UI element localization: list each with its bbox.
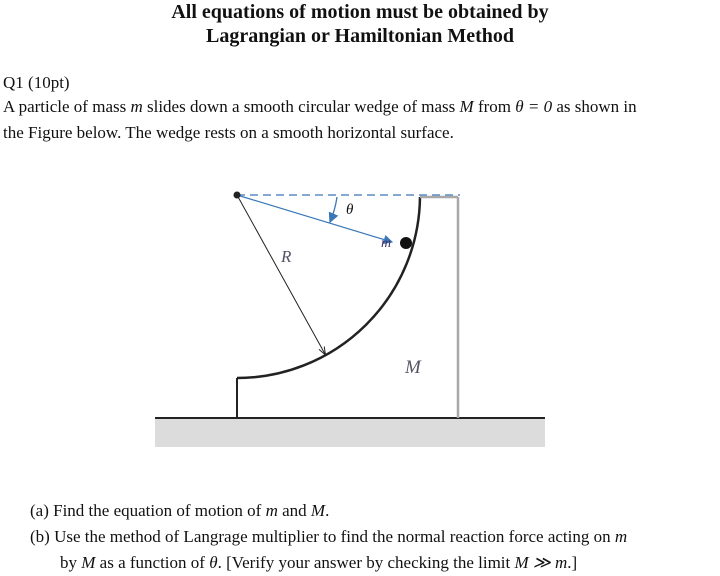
question-label: Q1 (10pt) (3, 73, 70, 92)
svg-text:m: m (381, 236, 392, 251)
part-b-line-2: by M as a function of θ. [Verify your answer by checking the limit M ≫ m.] (60, 553, 578, 572)
radius-arrow-to-particle (237, 195, 392, 242)
part-a: (a) Find the equation of motion of m and M. (30, 501, 330, 520)
particle-m (400, 237, 412, 249)
svg-text:R: R (281, 247, 292, 266)
subquestions (30, 498, 627, 576)
svg-text:M: M (405, 357, 421, 378)
question-text-line-2: the Figure below. The wedge rests on a smooth horizontal surface. (3, 123, 454, 142)
theta-arc-arrow (330, 197, 337, 222)
pivot-point (234, 192, 241, 199)
radius-arrow-R (237, 195, 325, 354)
heading-line-2: Lagrangian or Hamiltonian Method (206, 25, 514, 47)
heading-line-1: All equations of motion must be obtained by (171, 1, 549, 23)
part-b-line-1: (b) Use the method of Langrage multiplier to find the normal reaction force acting on m (30, 527, 628, 546)
svg-text:θ: θ (346, 202, 354, 218)
wedge-arc (237, 197, 420, 378)
question-text-line-1: A particle of mass m slides down a smooth circular wedge of mass M from θ = 0 as shown in (3, 97, 637, 116)
ground-surface (155, 418, 545, 447)
